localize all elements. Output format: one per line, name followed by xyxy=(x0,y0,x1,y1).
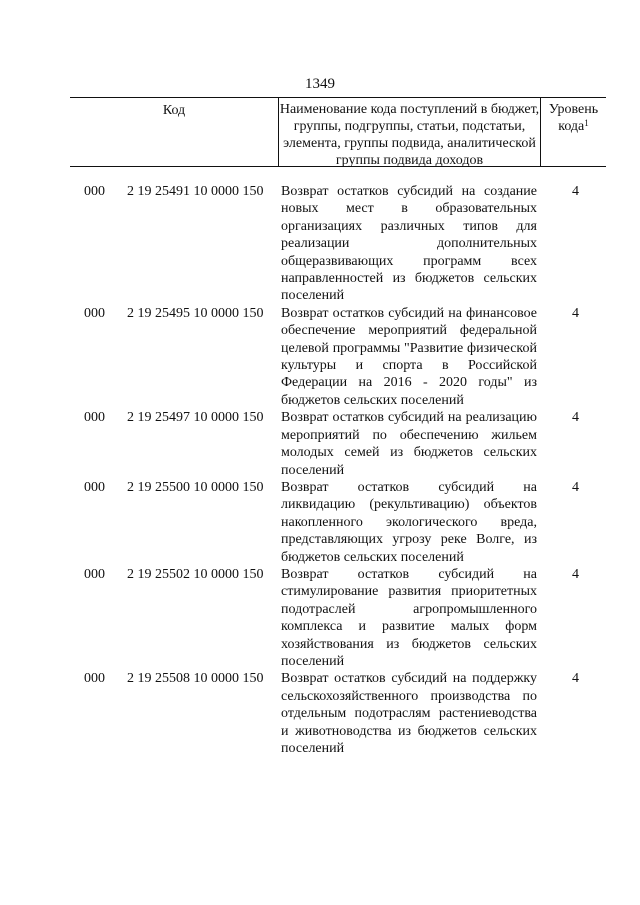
header-level-label: Уровень кода xyxy=(548,102,599,134)
header-level xyxy=(541,98,606,166)
row-level: 4 xyxy=(572,410,579,426)
row-revenue-code: 2 19 25491 10 0000 150 xyxy=(127,184,264,199)
row-admin-code: 000 xyxy=(84,671,105,687)
row-name: Возврат остатков субсидий на стимулирование развития приоритетных подотраслей агропромышленного комплекса и развитие малых форм хозяйствования из бюджетов сельских поселений xyxy=(281,566,537,669)
header-name: Наименование кода поступлений в бюджет, группы, подгруппы, статьи, подстатьи, элемента, группы подвида, аналитической группы подвида доходов xyxy=(279,98,541,166)
row-revenue-code: 2 19 25495 10 0000 150 xyxy=(127,305,264,321)
row-revenue-code: 2 19 25497 10 0000 150 xyxy=(127,410,264,426)
table-row xyxy=(70,566,606,670)
row-name: Возврат остатков субсидий на поддержку сельскохозяйственного производства по отдельным подотраслям растениеводства и животноводства из бюджетов сельских поселений xyxy=(281,671,537,756)
row-admin-code: 000 xyxy=(84,305,105,321)
row-admin-code: 000 xyxy=(84,566,105,582)
row-name: Возврат остатков субсидий на создание новых мест в образовательных организациях различных типов для реализации дополнительных общеразвивающих программ всех направленностей из бюджетов сельских поселений xyxy=(281,184,537,304)
row-name: Возврат остатков субсидий на финансовое обеспечение мероприятий федеральной целевой программы "Развитие физической культуры и спорта в Российской Федерации на 2016 - 2020 годы" из бюджетов сельских поселений xyxy=(281,305,537,408)
table-header xyxy=(70,97,606,167)
row-level: 4 xyxy=(572,566,579,582)
header-code: Код xyxy=(70,98,279,166)
table-row xyxy=(70,670,606,757)
row-revenue-code: 2 19 25502 10 0000 150 xyxy=(127,566,264,582)
row-admin-code: 000 xyxy=(84,184,105,199)
page-number: 1349 xyxy=(305,76,335,92)
row-level: 4 xyxy=(572,671,579,687)
header-level-footnote: 1 xyxy=(584,118,589,128)
row-level: 4 xyxy=(572,479,579,495)
row-name: Возврат остатков субсидий на ликвидацию (рекультивацию) объектов накопленного экологического вреда, представляющих угрозу реке Волге, из бюджетов сельских поселений xyxy=(281,479,537,565)
row-level: 4 xyxy=(572,184,579,199)
table-row xyxy=(70,305,606,409)
table-row xyxy=(70,479,606,566)
table-body xyxy=(70,183,606,757)
table-row xyxy=(70,183,606,305)
row-admin-code: 000 xyxy=(84,410,105,426)
row-revenue-code: 2 19 25500 10 0000 150 xyxy=(127,479,264,495)
row-admin-code: 000 xyxy=(84,479,105,495)
row-name: Возврат остатков субсидий на реализацию мероприятий по обеспечению жильем молодых семей из бюджетов сельских поселений xyxy=(281,410,537,478)
row-revenue-code: 2 19 25508 10 0000 150 xyxy=(127,671,264,687)
row-level: 4 xyxy=(572,305,579,321)
table-row xyxy=(70,409,606,479)
